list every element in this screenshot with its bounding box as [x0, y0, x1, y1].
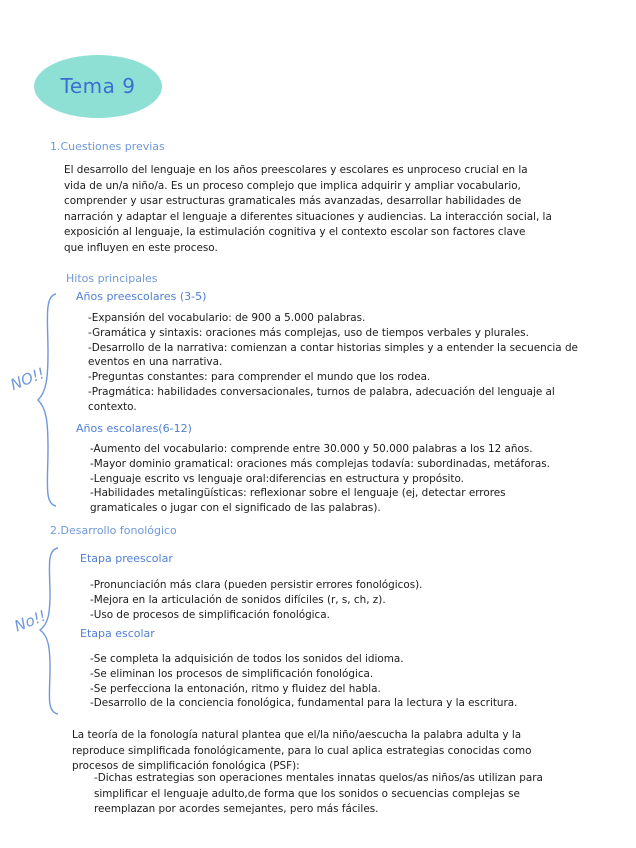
list-item: -Habilidades metalingüísticas: reflexionar sobre el lenguaje (ej, detectar errores — [90, 487, 506, 500]
handwritten-no-note: No!! — [11, 606, 49, 636]
list-item: simplificar el lenguaje adulto,de forma que los sonidos o secuencias complejas se — [94, 787, 520, 800]
list-item: -Se perfecciona la entonación, ritmo y fluidez del habla. — [90, 682, 381, 695]
list-item: -Desarrollo de la narrativa: comienzan a contar historias simples y a entender la secuencia de — [88, 341, 578, 354]
list-item: -Mejora en la articulación de sonidos difíciles (r, s, ch, z). — [90, 593, 386, 606]
list-item: -Uso de procesos de simplificación fonológica. — [90, 608, 330, 621]
text-line: que influyen en este proceso. — [64, 241, 218, 254]
list-item: contexto. — [88, 400, 137, 413]
list-item: -Gramática y sintaxis: oraciones más complejas, uso de tiempos verbales y plurales. — [88, 326, 529, 339]
preescolar-list — [88, 311, 578, 415]
text-line: comprender y usar estructuras gramaticales más avanzadas, desarrollar habilidades de — [64, 195, 522, 208]
text-line: La teoría de la fonología natural plantea que el/la niño/aescucha la palabra adulta y la — [72, 729, 522, 741]
text-line: exposición al lenguaje, la estimulación cognitiva y el contexto escolar son factores clave — [64, 226, 526, 239]
list-item: -Se eliminan los procesos de simplificación fonológica. — [90, 667, 374, 680]
left-brace-decoration — [36, 292, 60, 508]
preescolar-heading: Años preescolares (3-5) — [76, 290, 207, 303]
list-item: gramaticales o jugar con el significado de las palabras). — [90, 502, 381, 515]
escolar-heading: Años escolares(6-12) — [76, 422, 192, 435]
theory-list — [94, 771, 543, 818]
etapa-escolar-heading: Etapa escolar — [80, 627, 155, 640]
theory-paragraph — [72, 728, 531, 775]
list-item: -Desarrollo de la conciencia fonológica, fundamental para la lectura y la escritura. — [90, 697, 518, 710]
text-line: narración y adaptar el lenguaje a diferentes situaciones y audiencias. La interacción social, la — [64, 210, 552, 223]
list-item: eventos en una narrativa. — [88, 356, 223, 369]
etapa-preescolar-list — [90, 578, 423, 622]
list-item: -Dichas estrategias son operaciones mentales innatas quelos/as niños/as utilizan para — [94, 772, 543, 784]
section1-paragraph — [64, 163, 552, 257]
left-brace-decoration — [38, 546, 62, 716]
text-line: reproduce simplificada fonológicamente, para lo cual aplica estrategias conocidas como — [72, 744, 532, 757]
etapa-preescolar-heading: Etapa preescolar — [80, 552, 173, 565]
escolar-list — [90, 442, 550, 516]
text-line: vida de un/a niño/a. Es un proceso complejo que implica adquirir y ampliar vocabulario, — [64, 179, 521, 192]
text-line: procesos de simplificación fonológica (PSF): — [72, 760, 300, 773]
handwritten-no-note: NO!! — [7, 364, 48, 394]
list-item: -Expansión del vocabulario: de 900 a 5.000 palabras. — [88, 312, 366, 324]
list-item: -Se completa la adquisición de todos los sonidos del idioma. — [90, 653, 404, 665]
list-item: -Lenguaje escrito vs lenguaje oral:diferencias en estructura y propósito. — [90, 472, 464, 485]
section2-heading: 2.Desarrollo fonológico — [50, 524, 177, 537]
list-item: -Aumento del vocabulario: comprende entre 30.000 y 50.000 palabras a los 12 años. — [90, 443, 533, 455]
etapa-escolar-list — [90, 652, 517, 711]
list-item: -Preguntas constantes: para comprender el mundo que los rodea. — [88, 371, 431, 384]
list-item: reemplazan por acordes semejantes, pero más fáciles. — [94, 803, 379, 816]
list-item: -Pragmática: habilidades conversacionales, turnos de palabra, adecuación del lenguaje al — [88, 385, 555, 398]
list-item: -Mayor dominio gramatical: oraciones más complejas todavía: subordinadas, metáforas. — [90, 457, 550, 470]
section1-heading: 1.Cuestiones previas — [50, 140, 165, 153]
page-title: Tema 9 — [60, 74, 136, 98]
hitos-heading: Hitos principales — [66, 272, 158, 285]
list-item: -Pronunciación más clara (pueden persistir errores fonológicos). — [90, 579, 423, 591]
text-line: El desarrollo del lenguaje en los años preescolares y escolares es unproceso crucial en la — [64, 164, 528, 176]
